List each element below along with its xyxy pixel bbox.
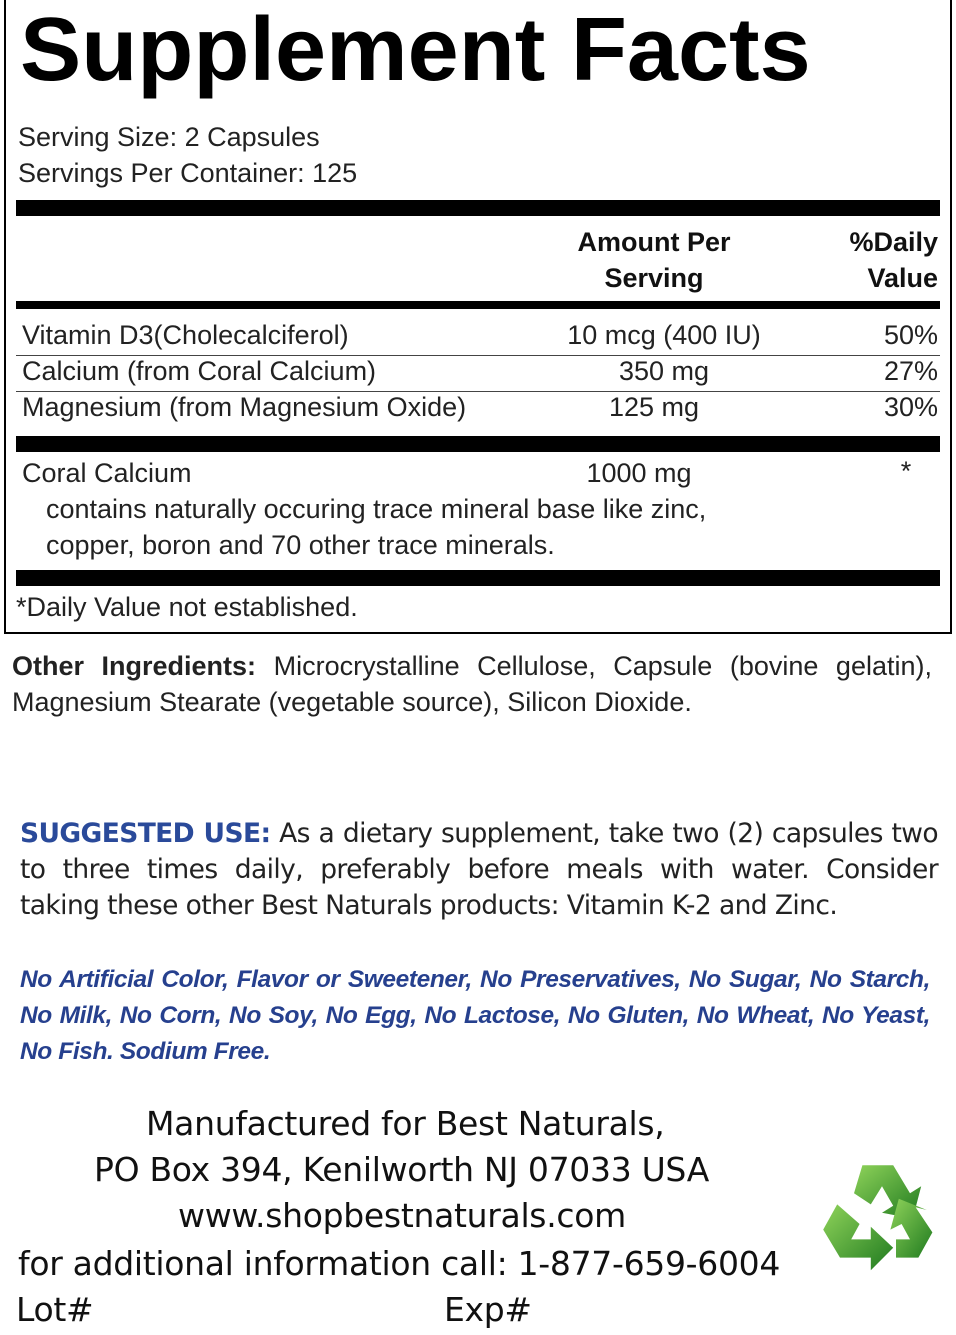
suggested-use-text: As a dietary supplement, take two (2) capsules two to three times daily, preferably before meals with water. Consider taking these other Best Naturals products: Vitamin K-2 and Zinc. (20, 818, 938, 921)
nutrient-name: Magnesium (from Magnesium Oxide) (22, 392, 467, 422)
free-from-claims: No Artificial Color, Flavor or Sweetener, No Preservatives, No Sugar, No Starch, No Milk, No Corn, No Soy, No Egg, No Lactose, No Gluten, No Wheat, No Yeast, No Fish. Sodium Free. (20, 966, 930, 1065)
daily-value-header: %Daily Value (849, 227, 938, 293)
amount-per-serving-header: Amount Per Serving (577, 227, 731, 293)
coral-calcium-name: Coral Calcium (22, 458, 192, 488)
exp-date: Exp# (444, 1290, 532, 1329)
other-ingredients-text: Microcrystalline Cellulose, Capsule (bovine gelatin), Magnesium Stearate (vegetable source), Silicon Dioxide. (12, 651, 932, 717)
recycle-icon (812, 1140, 952, 1280)
manufacturer-address: PO Box 394, Kenilworth NJ 07033 USA (94, 1150, 709, 1189)
lot-number: Lot# (16, 1290, 94, 1329)
servings-per-container: Servings Per Container: 125 (18, 158, 358, 188)
phone-line: for additional information call: 1-877-659-6004 (18, 1244, 781, 1283)
nutrient-dv: 27% (883, 356, 938, 386)
suggested-use-label: SUGGESTED USE: (20, 818, 271, 849)
other-ingredients (12, 648, 932, 720)
divider-thick (16, 436, 940, 452)
nutrient-amount: 125 mg (608, 392, 700, 422)
nutrient-amount: 350 mg (618, 356, 710, 386)
coral-calcium-note: contains naturally occuring trace mineral base like zinc, (46, 494, 707, 524)
coral-calcium-amount: 1000 mg (586, 458, 692, 488)
supplement-facts-panel (4, 0, 952, 634)
website: www.shopbestnaturals.com (178, 1196, 626, 1235)
divider-thick (16, 570, 940, 586)
manufacturer-line: Manufactured for Best Naturals, (146, 1104, 665, 1143)
panel-title: Supplement Facts (20, 0, 811, 100)
divider-medium (16, 301, 940, 309)
nutrient-amount: 10 mcg (400 IU) (567, 320, 761, 350)
nutrient-name: Calcium (from Coral Calcium) (22, 356, 377, 386)
nutrient-dv: 50% (883, 320, 938, 350)
nutrient-dv: 30% (883, 392, 938, 422)
other-ingredients-label: Other Ingredients: (12, 651, 257, 681)
serving-size: Serving Size: 2 Capsules (18, 122, 320, 152)
coral-calcium-dv: * (900, 456, 912, 486)
suggested-use (20, 816, 938, 924)
nutrient-name: Vitamin D3(Cholecalciferol) (22, 320, 349, 350)
daily-value-footnote: *Daily Value not established. (16, 592, 358, 622)
divider-thick (16, 200, 940, 216)
coral-calcium-note: copper, boron and 70 other trace minerals. (46, 530, 555, 560)
